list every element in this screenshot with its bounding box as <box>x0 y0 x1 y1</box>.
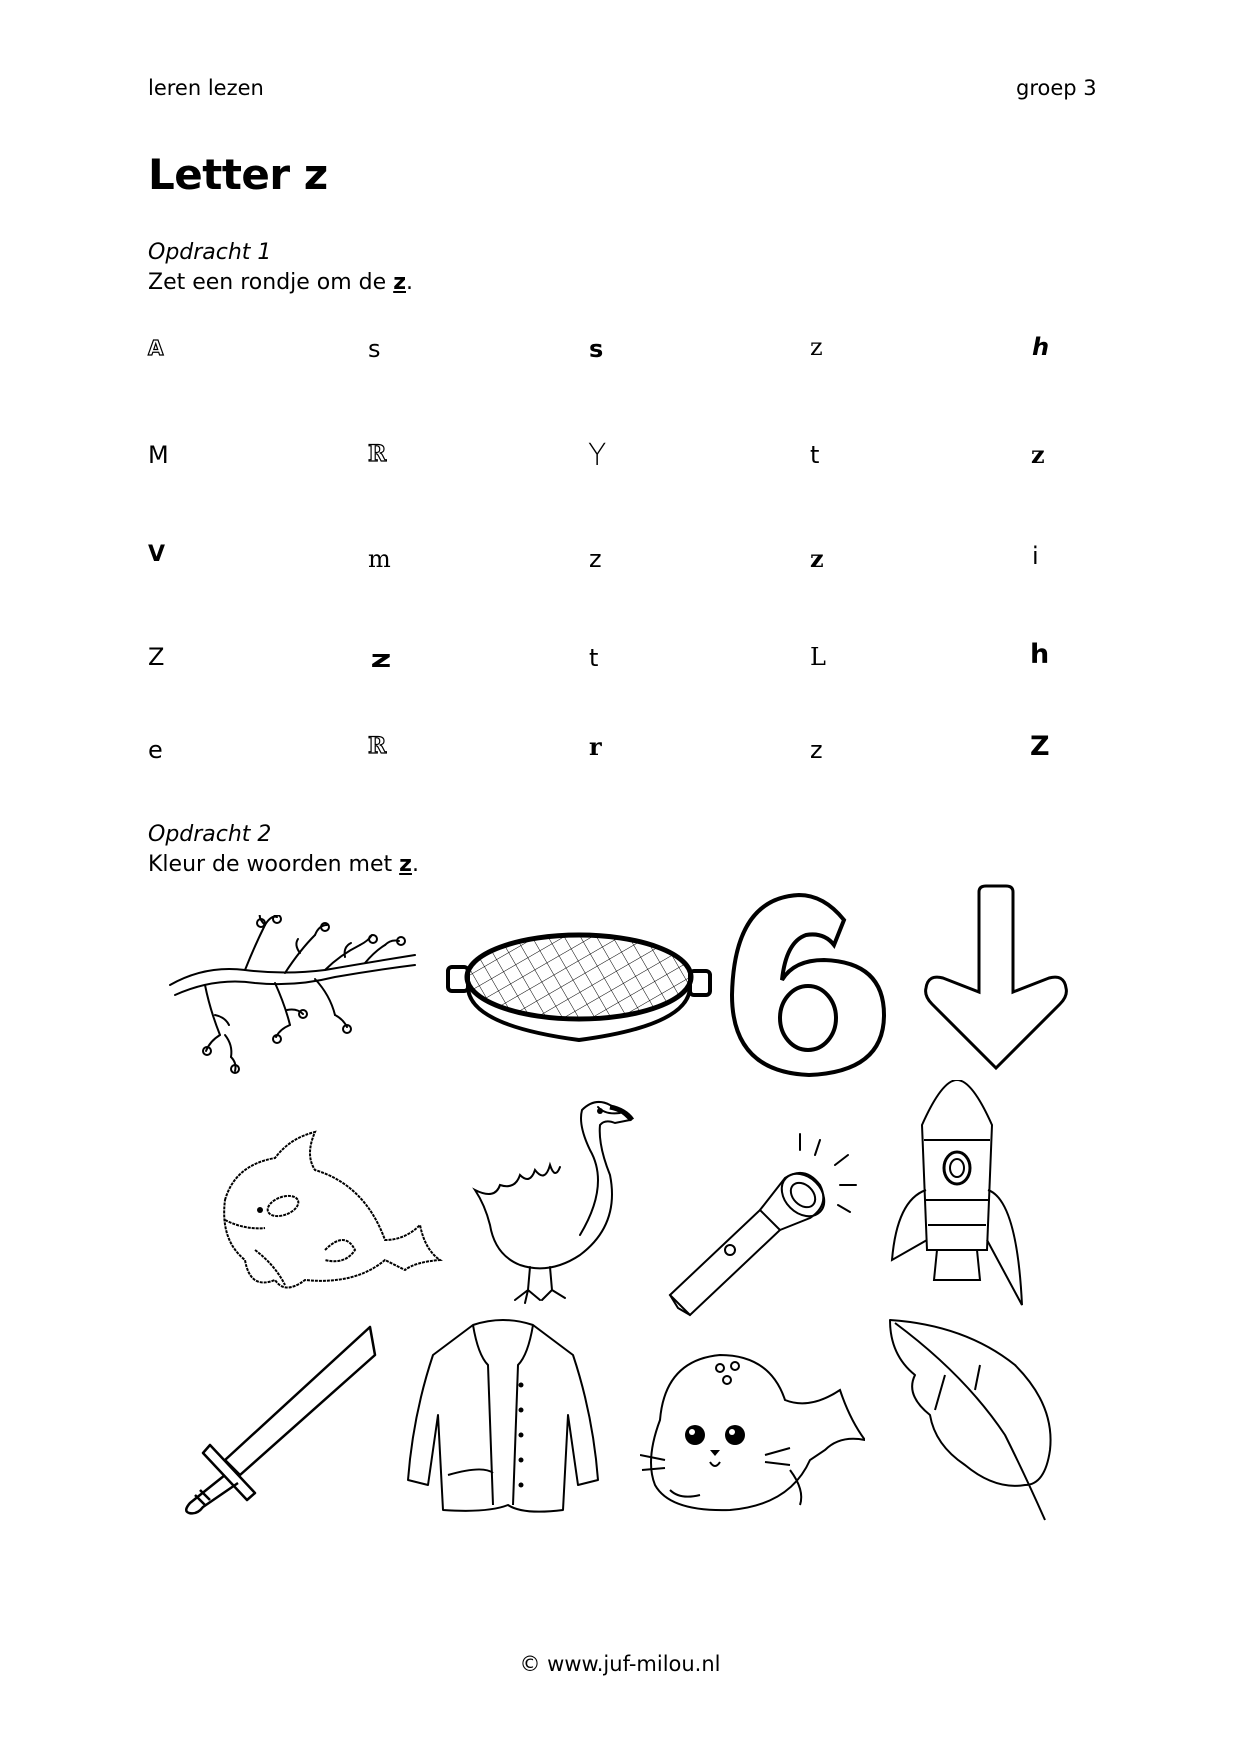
letter-cell[interactable]: z <box>1031 440 1045 469</box>
page-title: Letter z <box>148 150 328 199</box>
letter-cell[interactable]: R <box>368 733 387 759</box>
instruction-text: Kleur de woorden met <box>148 852 400 877</box>
letter-cell[interactable]: z <box>810 544 824 573</box>
header-left: leren lezen <box>148 76 264 100</box>
letter-cell[interactable]: z <box>810 333 823 361</box>
seal-picture[interactable] <box>640 1340 865 1515</box>
letter-cell[interactable]: L <box>810 643 826 671</box>
letter-cell[interactable]: z <box>810 736 823 764</box>
orca-picture[interactable] <box>205 1130 445 1300</box>
pan-picture[interactable] <box>444 925 714 1055</box>
six-picture[interactable] <box>724 890 894 1080</box>
letter-cell[interactable]: V <box>148 542 166 567</box>
letter-cell[interactable]: M <box>148 441 169 469</box>
letter-cell[interactable]: m <box>368 545 391 573</box>
leaf-picture[interactable] <box>885 1315 1055 1525</box>
letter-cell[interactable]: t <box>810 441 820 469</box>
letter-cell[interactable]: Y <box>588 438 607 473</box>
instruction-letter: z <box>399 852 412 877</box>
letter-cell[interactable]: z <box>370 645 392 673</box>
footer-copyright: © www.juf-milou.nl <box>519 1652 721 1676</box>
opdracht2-label: Opdracht 2 <box>148 822 272 847</box>
instruction-end: . <box>406 270 413 295</box>
sword-picture[interactable] <box>175 1325 385 1515</box>
letter-cell[interactable]: A <box>148 336 164 360</box>
swan-picture[interactable] <box>470 1095 635 1305</box>
letter-cell[interactable]: s <box>589 335 604 363</box>
letter-cell[interactable]: h <box>1032 333 1050 361</box>
instruction-text: Zet een rondje om de <box>148 270 394 295</box>
jacket-picture[interactable] <box>403 1315 603 1515</box>
opdracht2-instruction <box>148 852 419 877</box>
letter-cell[interactable]: r <box>589 732 602 761</box>
opdracht1-label: Opdracht 1 <box>148 240 272 265</box>
header-right: groep 3 <box>1016 76 1097 100</box>
opdracht1-instruction <box>148 270 413 295</box>
arrow-down-picture[interactable] <box>914 882 1078 1072</box>
letter-cell[interactable]: s <box>368 335 381 363</box>
rocket-picture[interactable] <box>882 1080 1032 1310</box>
letter-cell[interactable]: t <box>589 644 599 672</box>
flashlight-picture[interactable] <box>660 1130 860 1320</box>
letter-cell[interactable]: e <box>148 736 163 764</box>
letter-cell[interactable]: z <box>589 545 602 573</box>
letter-cell[interactable]: i <box>1032 542 1039 570</box>
letter-cell[interactable]: R <box>368 441 387 467</box>
instruction-letter: z <box>393 270 406 295</box>
branch-picture[interactable] <box>165 915 425 1075</box>
letter-cell[interactable]: Z <box>1030 731 1050 762</box>
instruction-end: . <box>411 852 419 877</box>
letter-cell[interactable]: Z <box>148 643 165 671</box>
letter-cell[interactable]: h <box>1030 639 1050 670</box>
